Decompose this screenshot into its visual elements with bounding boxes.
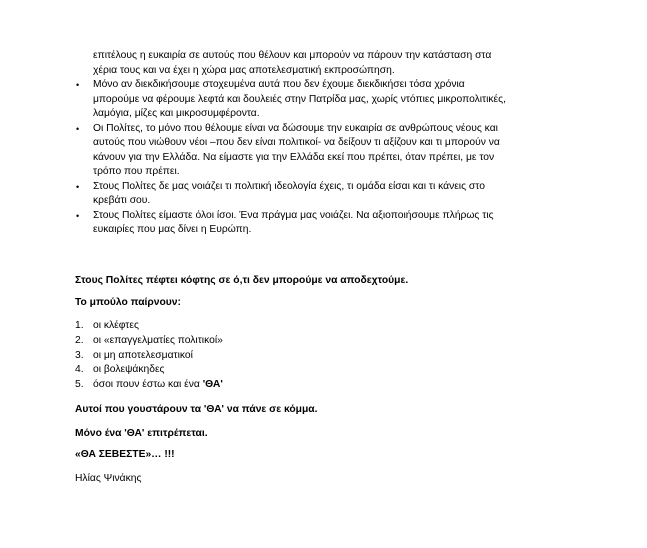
statement-line: Μόνο ένα 'ΘΑ' επιτρέπεται. [75, 428, 208, 439]
heading-list-intro: Το μπούλο παίρνουν: [75, 297, 181, 308]
text-line: επιτέλους η ευκαιρία σε αυτούς που θέλουν και μπορούν να πάρουν την κατάσταση στα [93, 50, 492, 61]
statement-line: Αυτοί που γουστάρουν τα 'ΘΑ' να πάνε σε κόμμα. [75, 404, 318, 415]
item-text: οι κλέφτες [93, 320, 139, 331]
heading-statement: Στους Πολίτες πέφτει κόφτης σε ό,τι δεν μπορούμε να αποδεχτούμε. [75, 275, 409, 286]
text-line: λαμόγια, μίζες και μικροσυμφέροντα. [93, 108, 260, 119]
item-text: οι μη αποτελεσματικοί [93, 349, 193, 361]
statement-line: «ΘΑ ΣΕΒΕΣΤΕ»… !!! [75, 449, 175, 460]
bullet-icon: • [76, 123, 80, 134]
bullet-icon: • [76, 181, 80, 192]
signature: Ηλίας Ψινάκης [75, 473, 142, 484]
item-text: όσοι πουν έστω και ένα [93, 379, 203, 391]
text-line: χέρια τους και να έχει η χώρα μας αποτελεσματική εκπροσώπηση. [93, 64, 395, 76]
text-line: κρεβάτι σου. [93, 195, 151, 206]
text-line: αυτούς που νιώθουν νέοι –που δεν είναι πολιτικοί- να δείξουν τι αξίζουν και τι μπορούν να [93, 137, 500, 148]
text-line: τρόπο που πρέπει. [93, 166, 180, 177]
item-text: οι «επαγγελματίες πολιτικοί» [93, 334, 223, 346]
numbered-item [75, 334, 223, 349]
numbered-item [75, 349, 223, 364]
numbered-item [75, 378, 223, 393]
numbered-item [75, 363, 223, 378]
numbered-list [75, 319, 223, 393]
text-line: Οι Πολίτες, το μόνο που θέλουμε είναι να δώσουμε την ευκαιρία σε ανθρώπους νέους και [93, 122, 498, 134]
item-number: 3. [75, 349, 84, 361]
text-line: μπορούμε να φέρουμε λεφτά και δουλειές στην Πατρίδα μας, χωρίς ντόπιες μικροπολιτικές, [93, 93, 506, 105]
text-line: Μόνο αν διεκδικήσουμε στοχευμένα αυτά που δεν έχουμε διεκδικήσει τόσα χρόνια [93, 79, 465, 90]
text-line: ευκαιρίες που μας δίνει η Ευρώπη. [93, 224, 252, 235]
item-number: 5. [75, 379, 84, 391]
text-line: Στους Πολίτες δε μας νοιάζει τι πολιτική ιδεολογία έχεις, τι ομάδα είσαι και τι κάνεις στο [93, 180, 485, 192]
item-number: 4. [75, 364, 84, 376]
numbered-item [75, 319, 223, 334]
item-text: οι βολεψάκηδες [93, 364, 165, 376]
bullet-item [75, 209, 575, 238]
bullet-list [75, 78, 575, 238]
text-line: Στους Πολίτες είμαστε όλοι ίσοι. Ένα πράγμα μας νοιάζει. Να αξιοποιήσουμε πλήρως τις [93, 209, 494, 221]
continuation-paragraph [93, 49, 573, 78]
bullet-item [75, 122, 575, 180]
bullet-item [75, 180, 575, 209]
item-text-bold: 'ΘΑ' [202, 379, 223, 391]
item-number: 1. [75, 320, 84, 331]
item-number: 2. [75, 334, 84, 346]
bullet-item [75, 78, 575, 122]
bullet-icon: • [76, 80, 80, 90]
text-line: κάνουν για την Ελλάδα. Να είμαστε για την Ελλάδα εκεί που πρέπει, όταν πρέπει, με τον [93, 151, 495, 163]
bullet-icon: • [76, 210, 80, 221]
